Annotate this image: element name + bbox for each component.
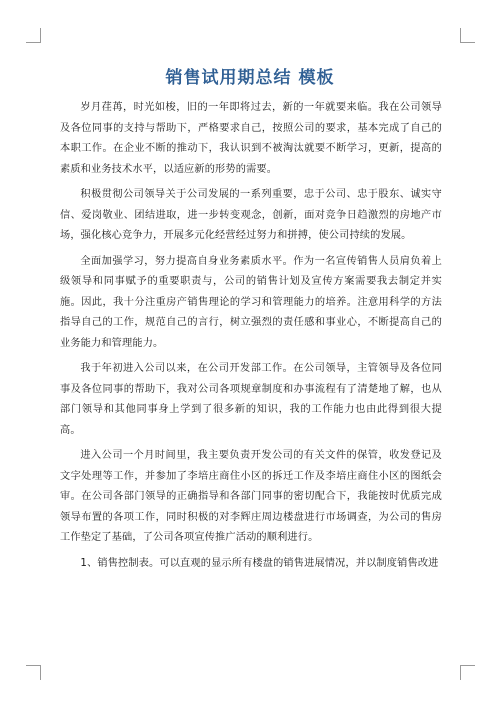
crop-mark-top-left <box>26 28 41 43</box>
crop-mark-top-right <box>460 28 475 43</box>
paragraph: 1、销售控制表。可以直观的显示所有楼盘的销售进展情况，并以制度销售改进 <box>80 557 439 569</box>
paragraph: 我于年初进入公司以来，在公司开发部工作。在公司领导，主管领导及各位同事及各位同事的帮助下，我对公司各项规章制度和办事流程有了清楚地了解，也从部门领导和其他同事身上学到了很多新的知识，我的工作能力也由此得到很大提高。 <box>60 363 442 436</box>
paragraph: 全面加强学习，努力提高自身业务素质水平。作为一名宣传销售人员肩负着上级领导和同事赋予的重要职责与，公司的销售计划及宣传方案需要我去制定并实施。因此，我十分注重房产销售理论的学习和管理能力的培养。注意用科学的方法指导自己的工作，规范自己的言行，树立强烈的责任感和事业心，不断提高自己的业务能力和管理能力。 <box>60 255 442 349</box>
document-title: 销售试用期总结 模板 <box>165 68 335 88</box>
document-body <box>60 98 442 579</box>
crop-mark-bottom-right <box>460 665 475 680</box>
paragraph: 岁月荏苒，时光如梭，旧的一年即将过去，新的一年就要来临。我在公司领导及各位同事的支持与帮助下，严格要求自己，按照公司的要求，基本完成了自己的本职工作。在企业不断的推动下，我认识到不被淘汰就要不断学习，更新，提高的素质和业务技术水平，以适应新的形势的需要。 <box>60 102 442 175</box>
paragraph: 进入公司一个月时间里，我主要负责开发公司的有关文件的保管，收发登记及文字处理等工作，并参加了李培庄商住小区的拆迁工作及李培庄商住小区的图纸会审。在公司各部门领导的正确指导和各部门同事的密切配合下，我能按时优质完成领导布置的各项工作，同时积极的对李辉庄周边楼盘进行市场调查，为公司的售房工作垫定了基础，了公司各项宣传推广活动的顺利进行。 <box>60 450 442 543</box>
paragraph: 积极贯彻公司领导关于公司发展的一系列重要，忠于公司、忠于股东、诚实守信、爱岗敬业、团结进取，进一步转变观念，创新，面对竞争日趋激烈的房地产市场，强化核心竞争力，开展多元化经营经过努力和拼搏，使公司持续的发展。 <box>60 189 442 241</box>
crop-mark-bottom-left <box>26 665 41 680</box>
